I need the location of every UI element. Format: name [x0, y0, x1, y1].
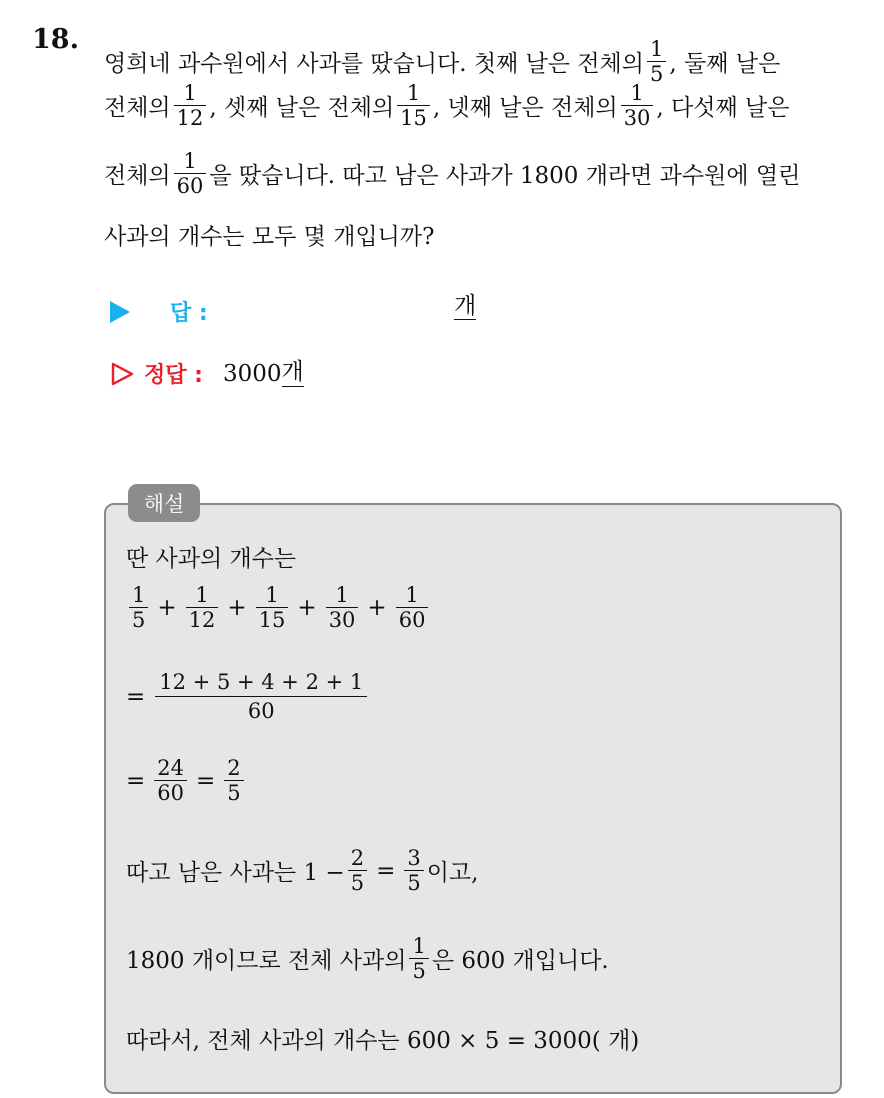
fraction	[404, 847, 423, 894]
correct-answer-row	[110, 358, 304, 389]
fraction	[326, 584, 359, 631]
solution-text: 따고 남은 사과는 1 −	[126, 860, 345, 887]
fraction-denominator: 5	[348, 870, 367, 894]
equals-sign: =	[196, 767, 216, 794]
fraction-denominator: 12	[186, 607, 219, 631]
question-line-1	[104, 38, 780, 85]
equals-sign: =	[126, 683, 146, 710]
plus-sign: +	[297, 594, 317, 621]
fraction	[174, 150, 207, 197]
fraction-numerator: 24	[157, 756, 185, 780]
fraction-denominator: 5	[224, 780, 243, 804]
fraction-numerator: 1	[405, 583, 419, 607]
solution-text: 은 600 개입니다.	[431, 948, 609, 975]
fraction	[409, 935, 428, 982]
plus-sign: +	[157, 594, 177, 621]
correct-answer-value: 3000	[222, 360, 282, 387]
fraction-numerator: 3	[407, 846, 421, 870]
solution-line-5	[126, 847, 478, 894]
solution-tab: 해설	[128, 484, 200, 522]
fraction-numerator: 1	[630, 81, 644, 105]
question-number: 18.	[32, 24, 79, 55]
question-text: 영희네 과수원에서 사과를 땄습니다. 첫째 날은 전체의	[104, 51, 644, 78]
equals-sign: =	[126, 767, 146, 794]
answer-row	[110, 296, 208, 327]
question-line-2	[104, 82, 789, 129]
question-line-3	[104, 150, 800, 197]
solution-text: 딴 사과의 개수는	[126, 546, 297, 572]
fraction-denominator: 60	[154, 780, 187, 804]
fraction	[348, 847, 367, 894]
fraction	[174, 82, 207, 129]
fraction-numerator: 1	[412, 934, 426, 958]
fraction	[647, 38, 666, 85]
fraction-numerator: 1	[132, 583, 146, 607]
fraction	[256, 584, 289, 631]
solution-line-6	[126, 935, 609, 982]
plus-sign: +	[367, 594, 387, 621]
question-text: , 둘째 날은	[669, 51, 781, 78]
question-text: 전체의	[104, 163, 171, 190]
fraction-denominator: 15	[397, 105, 430, 129]
plus-sign: +	[227, 594, 247, 621]
fraction-numerator: 1	[406, 81, 421, 105]
fraction	[396, 584, 429, 631]
question-text: , 셋째 날은 전체의	[209, 95, 395, 122]
solution-text: 따라서, 전체 사과의 개수는 600 × 5 = 3000( 개)	[126, 1028, 640, 1054]
fraction-numerator: 1	[195, 583, 209, 607]
fraction	[154, 757, 187, 804]
fraction	[186, 584, 219, 631]
fraction-numerator: 1	[183, 81, 197, 105]
fraction-denominator: 60	[174, 173, 207, 197]
equals-sign: =	[376, 857, 396, 884]
fraction-denominator: 5	[404, 870, 423, 894]
fraction-denominator: 30	[621, 105, 654, 129]
fraction-denominator: 12	[174, 105, 207, 129]
fraction	[129, 584, 148, 631]
fraction-denominator: 5	[129, 607, 148, 631]
answer-unit: 개	[454, 293, 477, 319]
fraction	[621, 82, 654, 129]
question-text: , 다섯째 날은	[656, 95, 790, 122]
question-text: 을 땄습니다. 따고 남은 사과가 1800 개라면 과수원에 열린	[209, 163, 801, 190]
fraction-denominator: 30	[326, 607, 359, 631]
solution-line-2	[126, 584, 431, 631]
correct-answer-unit: 개	[281, 359, 304, 386]
solution-line-7	[126, 1022, 639, 1055]
solution-line-3	[126, 670, 371, 723]
correct-answer-label: 정답 :	[144, 363, 203, 388]
fraction-numerator: 1	[335, 583, 349, 607]
solution-text: 이고,	[426, 860, 479, 887]
fraction	[397, 82, 430, 129]
fraction-numerator: 2	[350, 846, 365, 870]
fraction-numerator: 2	[227, 756, 241, 780]
play-triangle-icon	[110, 301, 130, 323]
answer-label: 답 :	[170, 301, 208, 326]
fraction	[224, 757, 243, 804]
fraction-denominator: 15	[256, 607, 289, 631]
fraction-numerator: 1	[183, 149, 197, 173]
outline-triangle-icon	[110, 362, 134, 386]
fraction-numerator: 1	[265, 583, 279, 607]
fraction-numerator: 12 + 5 + 4 + 2 + 1	[159, 670, 364, 694]
solution-text: 1800 개이므로 전체 사과의	[126, 948, 407, 975]
fraction-denominator: 5	[409, 958, 428, 982]
question-text: 사과의 개수는 모두 몇 개입니까?	[104, 224, 435, 250]
fraction	[155, 670, 367, 723]
question-text: 전체의	[104, 95, 171, 122]
fraction-denominator: 60	[396, 607, 429, 631]
question-text: , 넷째 날은 전체의	[432, 95, 618, 122]
question-line-4	[104, 218, 434, 251]
solution-line-4	[126, 757, 247, 804]
solution-line-1	[126, 540, 296, 573]
fraction-denominator: 5	[647, 61, 666, 85]
fraction-denominator: 60	[155, 696, 367, 723]
fraction-numerator: 1	[649, 37, 664, 61]
